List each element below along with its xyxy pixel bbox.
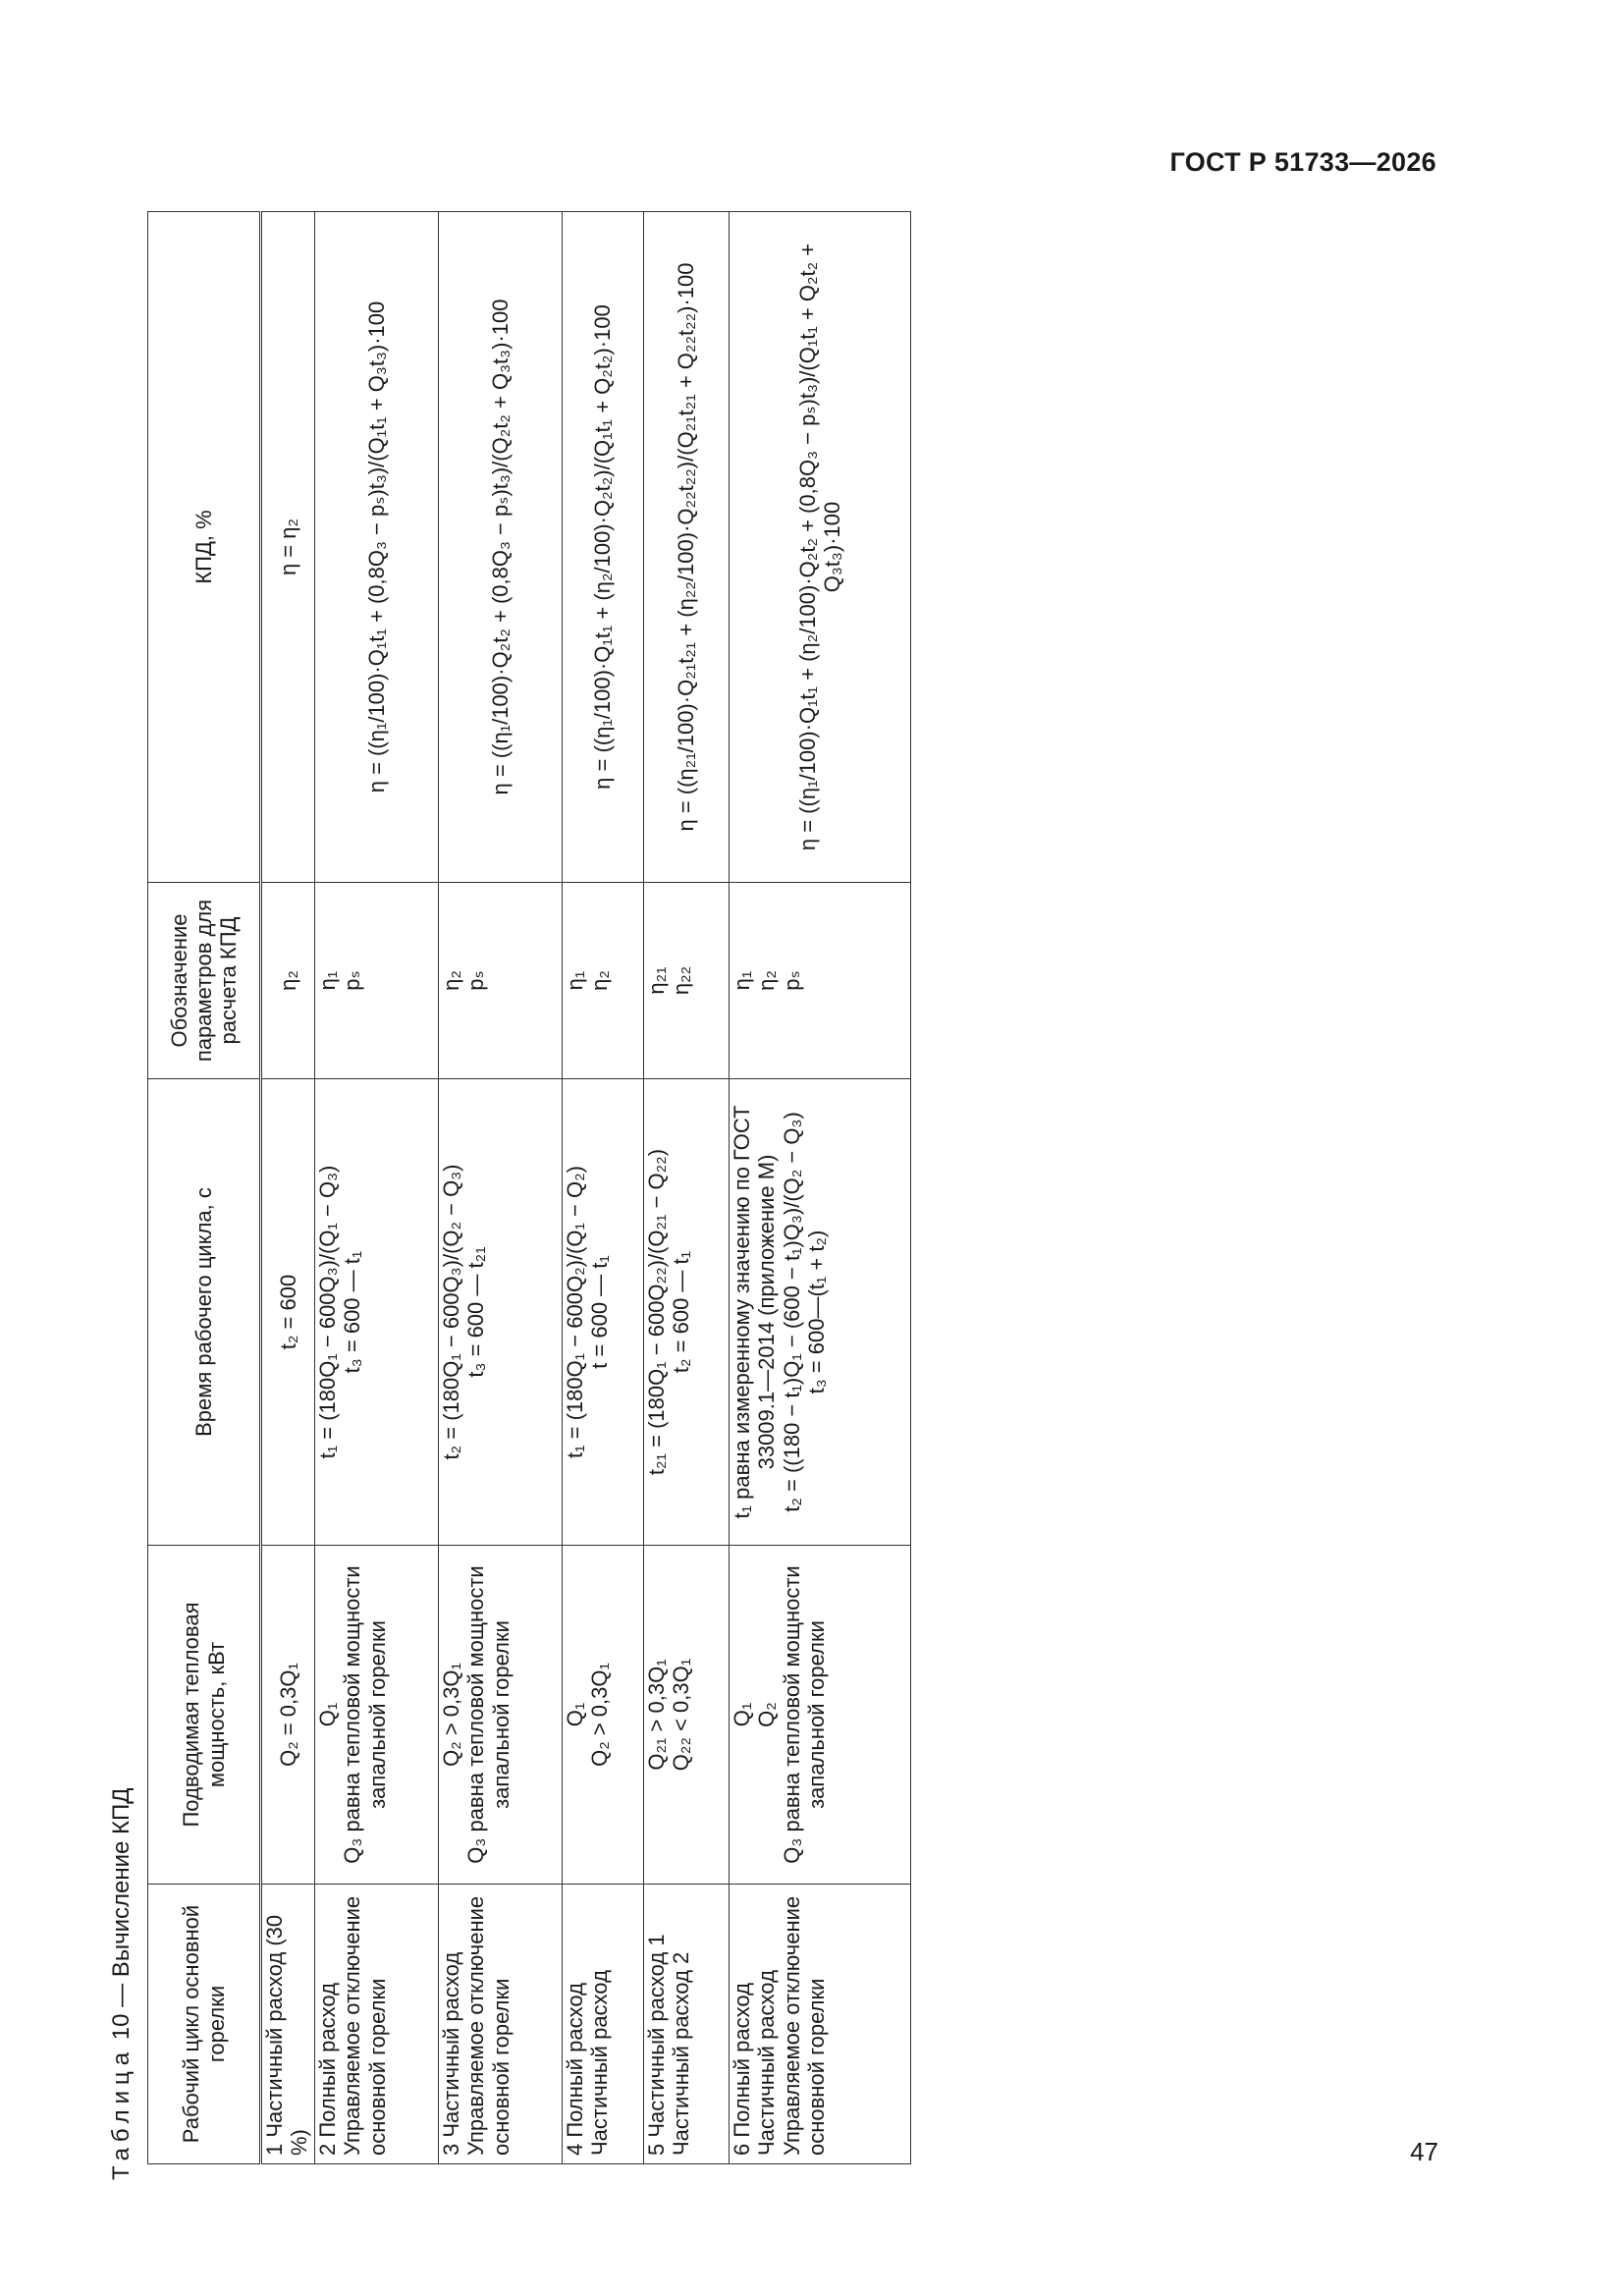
param-cell: [563, 883, 644, 1079]
param-cell: [315, 883, 439, 1079]
efficiency-cell: [644, 212, 730, 883]
cycle-label: 2 Полный расход: [315, 1983, 340, 2156]
table-row: [563, 212, 644, 2164]
time-formula: t₁ равна измеренному значению по ГОСТ 33009.1—2014 (приложение М): [730, 1105, 780, 1519]
time-formula: t₂ = 600 — t₁: [669, 1250, 694, 1374]
param-cell: [261, 883, 315, 1079]
time-formula: t = 600 — t₁: [587, 1255, 613, 1369]
param-value: pₛ: [340, 970, 365, 991]
efficiency-formula: η = ((η₁/100)·Q₁t₁ + (η₂/100)·Q₂t₂)/(Q₁t₁ + Q₂t₂)·100: [590, 304, 616, 790]
power-value: Q₂: [754, 1702, 780, 1727]
time-formula: t₂ = (180Q₁ − 600Q₃)/(Q₂ − Q₃): [439, 1164, 463, 1460]
param-value: η₁: [730, 970, 754, 991]
time-formula: t₂₁ = (180Q₁ − 600Q₂₂)/(Q₂₁ − Q₂₂): [644, 1148, 669, 1476]
power-value: Q₃ равна тепловой мощности запальной горелки: [463, 1565, 514, 1864]
time-formula: t₁ = (180Q₁ − 600Q₃)/(Q₁ − Q₃): [315, 1165, 340, 1459]
efficiency-cell: [439, 212, 563, 883]
cycle-label: Частичный расход 2: [669, 1951, 694, 2156]
power-cell: [315, 1546, 439, 1885]
power-value: Q₂ > 0,3Q₁: [587, 1663, 613, 1767]
efficiency-cell: [563, 212, 644, 883]
power-cell: [563, 1546, 644, 1885]
cycle-label: Частичный расход: [754, 1970, 780, 2156]
cycle-cell: [315, 1885, 439, 2164]
cycle-label: 6 Полный расход: [730, 1983, 754, 2156]
table-row: [730, 212, 911, 2164]
efficiency-formula: η = ((η₁/100)·Q₁t₁ + (η₂/100)·Q₂t₂ + (0,8Q₃ − pₛ)t₃)/(Q₁t₁ + Q₂t₂ + Q₃t₃)·100: [794, 243, 844, 851]
cycle-cell: [730, 1885, 911, 2164]
time-cell: [563, 1079, 644, 1546]
param-value: η₂: [275, 970, 300, 991]
table-row: [644, 212, 730, 2164]
power-value: Q₃ равна тепловой мощности запальной горелки: [340, 1565, 390, 1864]
time-value: t₂ = 600: [275, 1274, 300, 1350]
efficiency-formula: η = ((η₂₁/100)·Q₂₁t₂₁ + (η₂₂/100)·Q₂₂t₂₂)/(Q₂₁t₂₁ + Q₂₂t₂₂)·100: [674, 262, 699, 832]
power-cell: [439, 1546, 563, 1885]
time-cell: [644, 1079, 730, 1546]
power-value: Q₂₂ < 0,3Q₁: [669, 1658, 694, 1772]
param-value: pₛ: [463, 970, 489, 991]
cycle-label: 4 Полный расход: [563, 1983, 587, 2156]
param-value: η₂: [439, 970, 463, 991]
param-cell: [439, 883, 563, 1079]
cycle-label: Частичный расход: [587, 1970, 613, 2156]
cycle-label: 3 Частичный расход: [439, 1951, 463, 2156]
table-caption: [108, 1788, 135, 2181]
power-cell: [261, 1546, 315, 1885]
efficiency-table: [147, 211, 911, 2164]
table-header-row: [148, 212, 261, 2164]
efficiency-cell: [730, 212, 911, 883]
page-header: ГОСТ Р 51733—2026: [1169, 147, 1436, 177]
col-header-cycle: Рабочий цикл основной горелки: [148, 1885, 261, 2164]
power-value: Q₃ равна тепловой мощности запальной горелки: [779, 1565, 829, 1864]
col-header-time: Время рабочего цикла, с: [148, 1079, 261, 1546]
power-value: Q₁: [563, 1702, 587, 1727]
table-row: [439, 212, 563, 2164]
page-number: 47: [1410, 2137, 1438, 2166]
efficiency-formula: η = ((η₁/100)·Q₁t₁ + (0,8Q₃ − pₛ)t₃)/(Q₁t₁ + Q₃t₃)·100: [363, 301, 389, 793]
param-cell: [730, 883, 911, 1079]
table-row: [315, 212, 439, 2164]
col-header-power: Подводимая тепловая мощность, кВт: [148, 1546, 261, 1885]
caption-prefix: Таблица: [108, 2046, 135, 2180]
cycle-label: 1 Частичный расход (30 %): [262, 1914, 312, 2156]
power-value: Q₁: [730, 1702, 754, 1727]
param-value: η₁: [563, 970, 587, 991]
time-formula: t₁ = (180Q₁ − 600Q₂)/(Q₁ − Q₂): [563, 1166, 587, 1458]
efficiency-formula: η = η₂: [275, 518, 300, 576]
power-value: Q₂ > 0,3Q₁: [439, 1663, 463, 1767]
efficiency-cell: [315, 212, 439, 883]
cycle-label: Управляемое отключение основной горелки: [340, 1895, 390, 2156]
param-value: pₛ: [779, 970, 804, 991]
param-value: η₂: [754, 970, 780, 991]
efficiency-formula: η = ((η₁/100)·Q₂t₂ + (0,8Q₃ − pₛ)t₃)/(Q₂t₂ + Q₃t₃)·100: [487, 299, 513, 795]
time-formula: t₃ = 600 — t₂₁: [463, 1246, 489, 1378]
power-cell: [644, 1546, 730, 1885]
cycle-label: Управляемое отключение основной горелки: [779, 1895, 829, 2156]
param-value: η₂₁: [644, 966, 669, 995]
param-value: η₁: [315, 970, 340, 991]
power-value: Q₂₁ > 0,3Q₁: [644, 1659, 669, 1771]
time-formula: t₃ = 600 — t₁: [340, 1250, 365, 1374]
cycle-cell: [563, 1885, 644, 2164]
col-header-params: Обозначение параметров для расчета КПД: [148, 883, 261, 1079]
cycle-cell: [644, 1885, 730, 2164]
power-value: Q₁: [315, 1702, 340, 1727]
param-value: η₂₂: [669, 965, 694, 996]
time-cell: [315, 1079, 439, 1546]
param-value: η₂: [587, 970, 613, 991]
time-formula: t₂ = ((180 − t₁)Q₁ − (600 − t₁)Q₃)/(Q₂ − Q₃): [779, 1112, 804, 1512]
time-cell: [730, 1079, 911, 1546]
col-header-efficiency: КПД, %: [148, 212, 261, 883]
power-cell: [730, 1546, 911, 1885]
param-cell: [644, 883, 730, 1079]
table-row: [261, 212, 315, 2164]
time-cell: [261, 1079, 315, 1546]
cycle-label: Управляемое отключение основной горелки: [463, 1895, 514, 2156]
time-cell: [439, 1079, 563, 1546]
efficiency-cell: [261, 212, 315, 883]
cycle-cell: [439, 1885, 563, 2164]
rotated-table-area: [108, 216, 1237, 2180]
time-formula: t₃ = 600—(t₁ + t₂): [803, 1230, 829, 1394]
caption-text: 10 — Вычисление КПД: [108, 1787, 135, 2041]
cycle-label: 5 Частичный расход 1: [644, 1934, 669, 2156]
cycle-cell: [261, 1885, 315, 2164]
power-value: Q₂ = 0,3Q₁: [275, 1663, 300, 1767]
